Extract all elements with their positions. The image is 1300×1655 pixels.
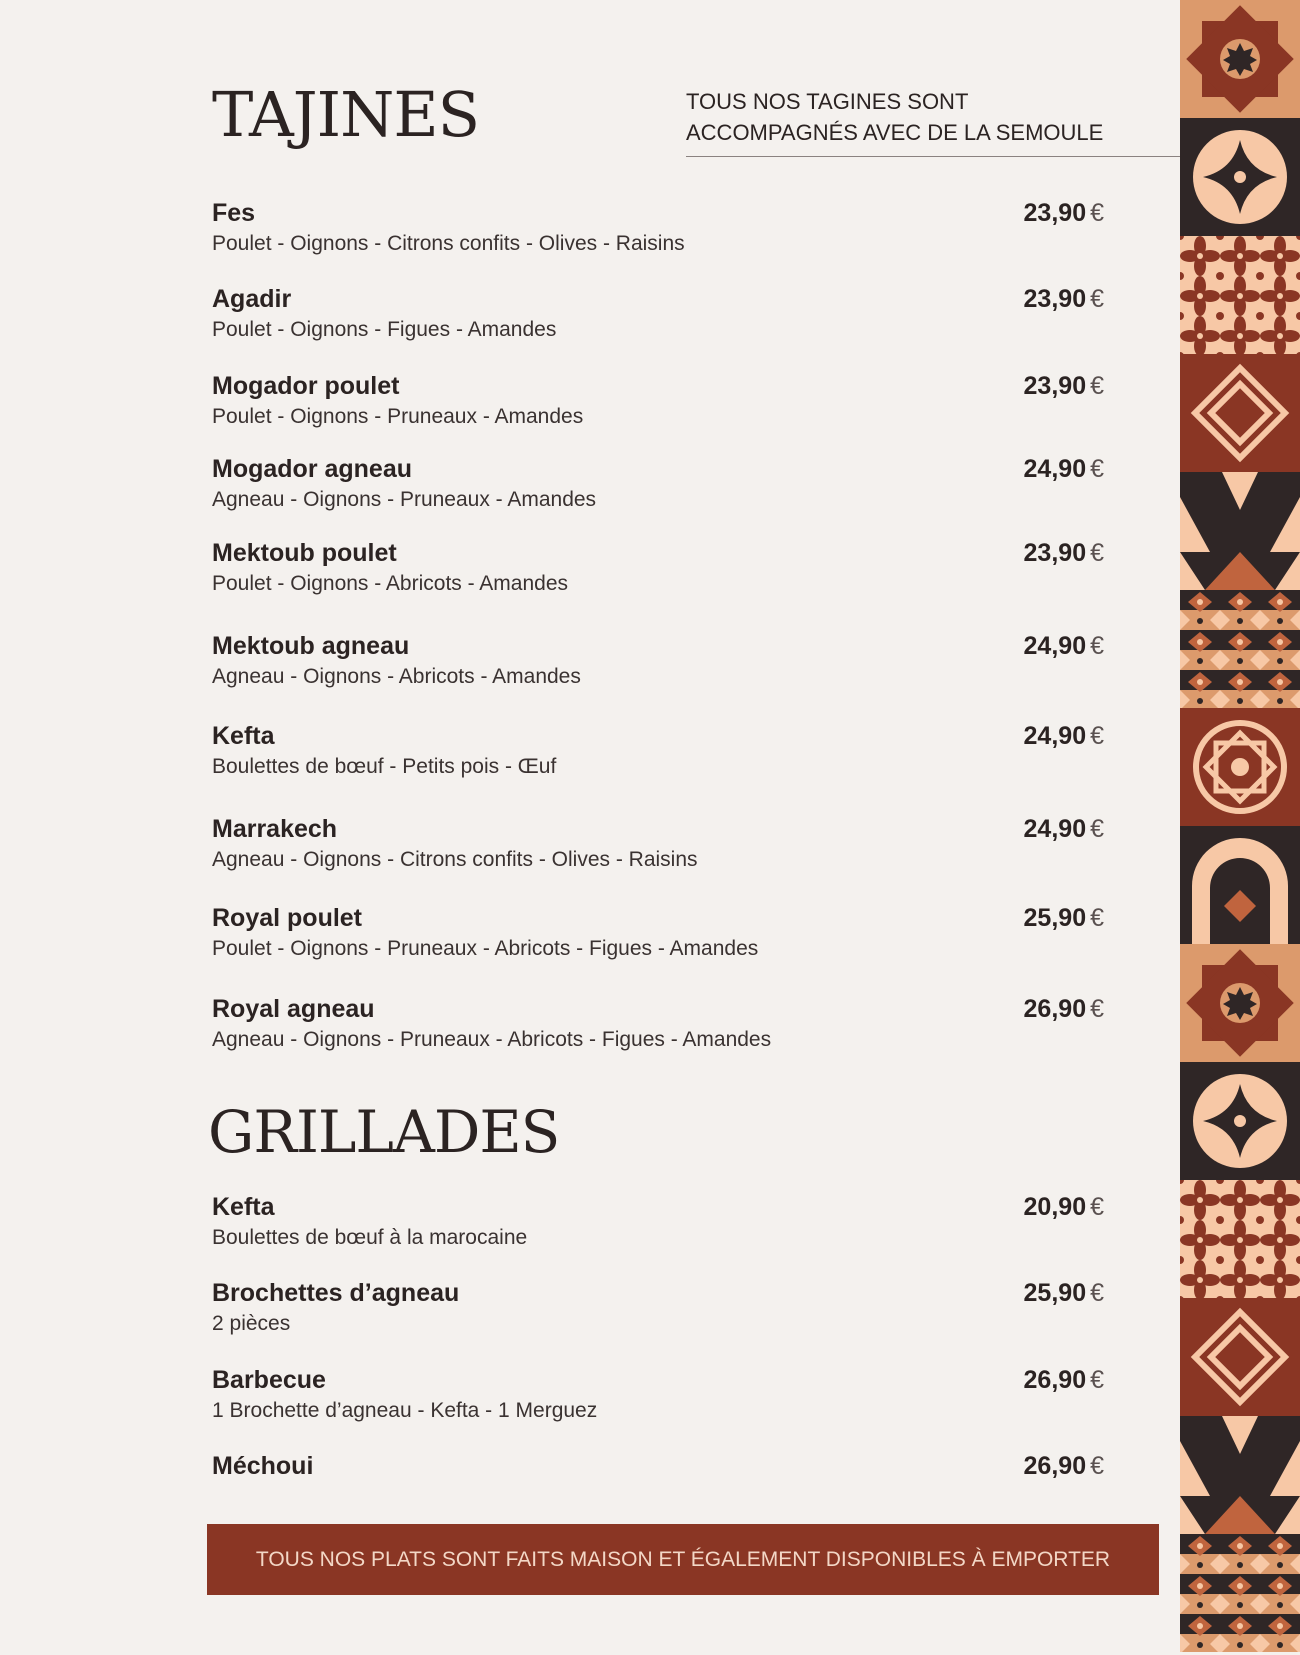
menu-item [212, 1365, 1104, 1425]
item-description: Poulet - Oignons - Pruneaux - Amandes [212, 405, 584, 428]
currency-symbol: € [1090, 199, 1104, 227]
item-name: Méchoui [212, 1452, 314, 1480]
moroccan-tile-border [1180, 0, 1300, 1655]
item-description: Agneau - Oignons - Abricots - Amandes [212, 665, 581, 688]
item-name: Royal poulet [212, 904, 363, 932]
rosette-tile-icon [1180, 708, 1300, 826]
item-description: Boulettes de bœuf à la marocaine [212, 1226, 528, 1249]
item-name: Fes [212, 199, 256, 227]
item-name: Barbecue [212, 1366, 326, 1394]
menu-item [212, 1278, 1104, 1338]
menu-item [212, 284, 1104, 344]
currency-symbol: € [1090, 632, 1104, 660]
currency-symbol: € [1090, 372, 1104, 400]
menu-item [212, 1192, 1104, 1252]
semoule-note [686, 86, 1180, 157]
item-description: Boulettes de bœuf - Petits pois - Œuf [212, 755, 557, 778]
item-price: 24,90 € [1023, 455, 1104, 483]
menu-item [212, 371, 1104, 431]
star-tile-icon [1180, 0, 1300, 118]
diamond-tile-icon [1180, 1298, 1300, 1416]
item-price: 26,90 € [1023, 995, 1104, 1023]
item-price: 25,90 € [1023, 904, 1104, 932]
item-name: Kefta [212, 1193, 275, 1221]
currency-symbol: € [1090, 1366, 1104, 1394]
item-price: 24,90 € [1023, 722, 1104, 750]
currency-symbol: € [1090, 455, 1104, 483]
arch-tile-icon [1180, 826, 1300, 944]
currency-symbol: € [1090, 1193, 1104, 1221]
menu-item [212, 721, 1104, 781]
item-name: Agadir [212, 285, 292, 313]
item-name: Royal agneau [212, 995, 375, 1023]
four-point-star-tile-icon [1180, 118, 1300, 236]
menu-item [212, 903, 1104, 963]
item-price: 20,90 € [1023, 1193, 1104, 1221]
item-price: 23,90 € [1023, 199, 1104, 227]
currency-symbol: € [1090, 1452, 1104, 1480]
item-description: 1 Brochette d’agneau - Kefta - 1 Merguez [212, 1399, 598, 1422]
menu-item [212, 814, 1104, 874]
item-price: 23,90 € [1023, 539, 1104, 567]
item-description: 2 pièces [212, 1312, 291, 1335]
note-line-1: TOUS NOS TAGINES SONT [686, 89, 969, 114]
currency-symbol: € [1090, 995, 1104, 1023]
zigzag-tile-icon [1180, 590, 1300, 708]
item-price: 26,90 € [1023, 1366, 1104, 1394]
zigzag-tile-icon [1180, 1534, 1300, 1652]
petal-pattern-tile-icon [1180, 1180, 1300, 1298]
item-price: 25,90 € [1023, 1279, 1104, 1307]
item-name: Kefta [212, 722, 275, 750]
triangle-tile-icon [1180, 472, 1300, 590]
currency-symbol: € [1090, 1279, 1104, 1307]
item-description: Agneau - Oignons - Pruneaux - Amandes [212, 488, 597, 511]
menu-item [212, 994, 1104, 1054]
item-price: 26,90 € [1023, 1452, 1104, 1480]
menu-item [212, 631, 1104, 691]
item-description: Agneau - Oignons - Pruneaux - Abricots - Figues - Amandes [212, 1028, 772, 1051]
item-description: Poulet - Oignons - Citrons confits - Olives - Raisins [212, 232, 685, 255]
currency-symbol: € [1090, 539, 1104, 567]
currency-symbol: € [1090, 904, 1104, 932]
menu-item [212, 454, 1104, 514]
menu-item [212, 538, 1104, 598]
triangle-tile-icon [1180, 1416, 1300, 1534]
takeaway-banner: TOUS NOS PLATS SONT FAITS MAISON ET ÉGALEMENT DISPONIBLES À EMPORTER [207, 1524, 1159, 1595]
grillades-title: GRILLADES [208, 1098, 560, 1166]
tajines-title: TAJINES [212, 78, 480, 151]
note-line-2: ACCOMPAGNÉS AVEC DE LA SEMOULE [686, 120, 1104, 145]
menu-item [212, 198, 1104, 258]
currency-symbol: € [1090, 815, 1104, 843]
petal-pattern-tile-icon [1180, 236, 1300, 354]
currency-symbol: € [1090, 722, 1104, 750]
item-name: Mektoub agneau [212, 632, 410, 660]
item-name: Brochettes d’agneau [212, 1279, 460, 1307]
item-price: 24,90 € [1023, 632, 1104, 660]
item-name: Mektoub poulet [212, 539, 397, 567]
item-price: 23,90 € [1023, 372, 1104, 400]
item-description: Agneau - Oignons - Citrons confits - Olives - Raisins [212, 848, 698, 871]
item-description: Poulet - Oignons - Abricots - Amandes [212, 572, 569, 595]
item-description: Poulet - Oignons - Figues - Amandes [212, 318, 557, 341]
star-tile-icon [1180, 944, 1300, 1062]
item-name: Mogador agneau [212, 455, 413, 483]
currency-symbol: € [1090, 285, 1104, 313]
item-price: 24,90 € [1023, 815, 1104, 843]
four-point-star-tile-icon [1180, 1062, 1300, 1180]
item-description: Poulet - Oignons - Pruneaux - Abricots - Figues - Amandes [212, 937, 759, 960]
item-price: 23,90 € [1023, 285, 1104, 313]
menu-item [212, 1451, 1104, 1481]
diamond-tile-icon [1180, 354, 1300, 472]
item-name: Marrakech [212, 815, 338, 843]
item-name: Mogador poulet [212, 372, 400, 400]
